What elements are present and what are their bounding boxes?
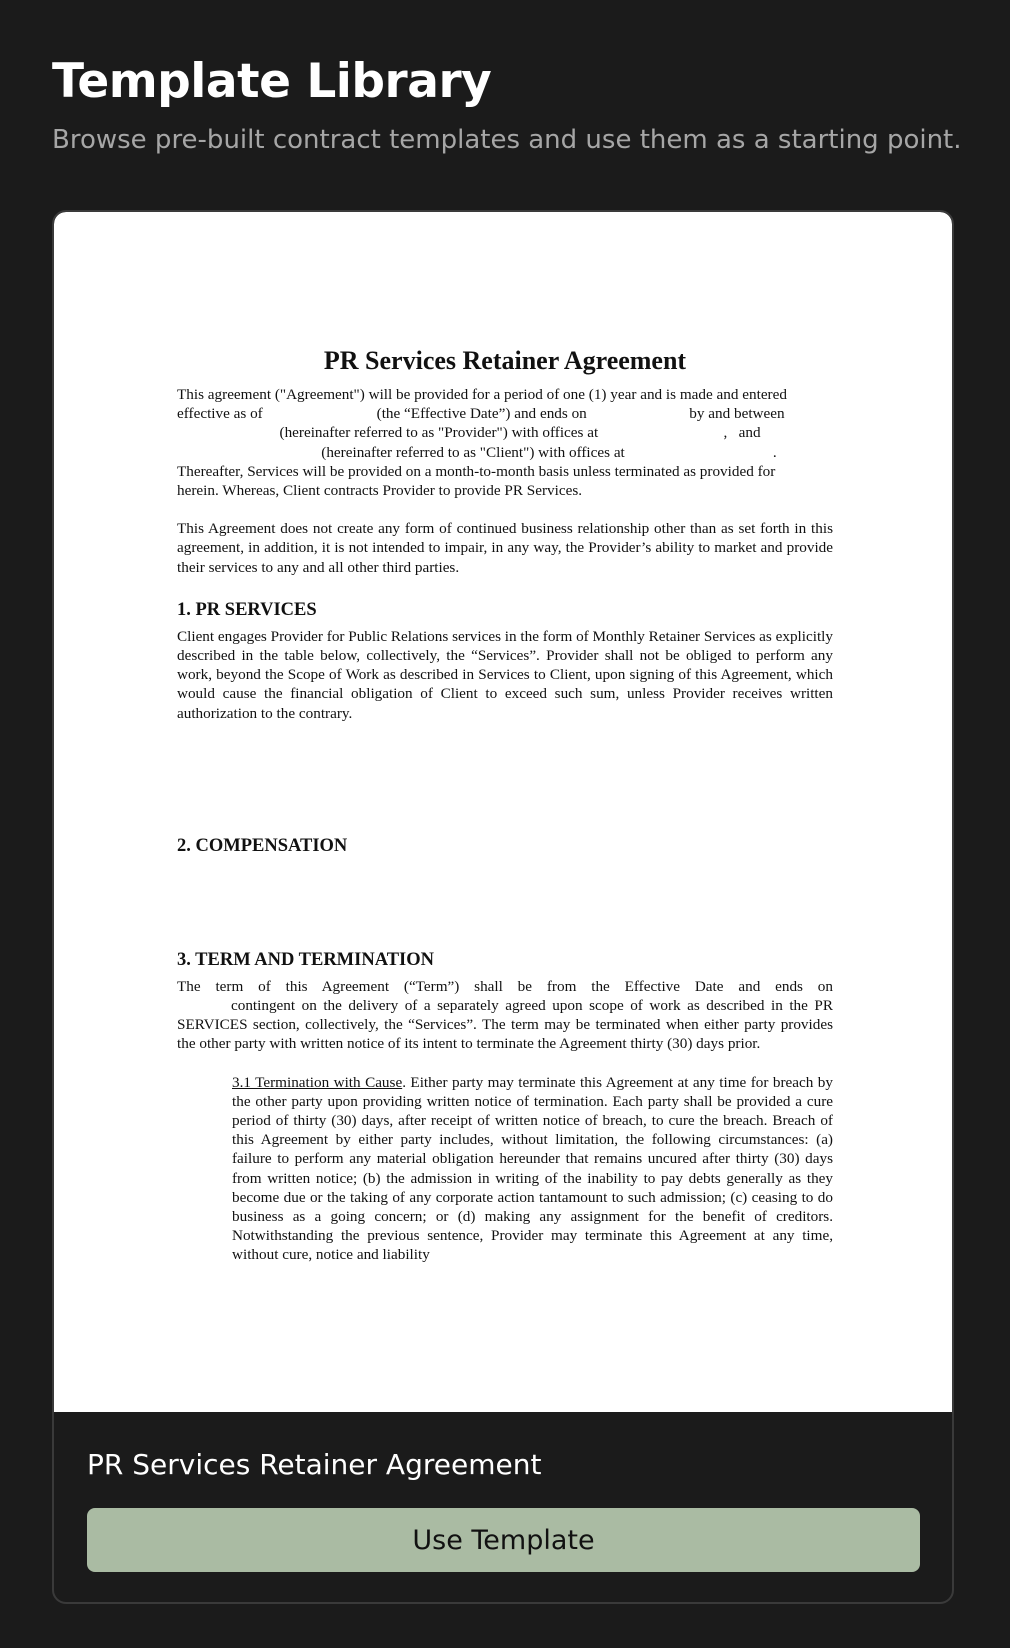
template-name: PR Services Retainer Agreement (87, 1448, 542, 1481)
page-title: Template Library (52, 54, 492, 109)
clause-3-1 (232, 1073, 833, 1265)
document-preview[interactable] (54, 212, 952, 1412)
section-3-first-line: The term of this Agreement (“Term”) shall be from the Effective Date and ends on (177, 977, 833, 995)
section-2-heading: 2. COMPENSATION (177, 835, 348, 856)
template-card[interactable] (52, 210, 954, 1604)
intro-line: (hereinafter referred to as "Client") with offices at . (177, 443, 777, 461)
intro-paragraph (177, 385, 833, 500)
use-template-button[interactable]: Use Template (87, 1508, 920, 1572)
intro-line: This agreement ("Agreement") will be provided for a period of one (1) year and is made and entered (177, 386, 787, 403)
intro-line: Thereafter, Services will be provided on a month-to-month basis unless terminated as provided for (177, 462, 776, 480)
intro-line: (hereinafter referred to as "Provider") with offices at , and (177, 424, 761, 442)
document-page (177, 346, 833, 1265)
document-title: PR Services Retainer Agreement (323, 346, 687, 375)
section-1-heading: 1. PR SERVICES (177, 599, 317, 620)
clause-3-1-title: 3.1 Termination with Cause (232, 1073, 403, 1091)
relationship-paragraph: This Agreement does not create any form of continued business relationship other than as set forth in this agreement, in addition, it is not intended to impair, in any way, the Provider’s ability to market and provide their services to any and all other third parties. (177, 520, 833, 576)
section-3-body: contingent on the delivery of a separately agreed upon scope of work as described in the PR SERVICES section, collectively, the “Services”. The term may be terminated when either party provides the other party with written notice of its intent to terminate the Agreement thirty (30) days prior. (177, 997, 833, 1053)
intro-line: effective as of (the “Effective Date”) and ends on by and between (177, 405, 785, 423)
section-3-heading: 3. TERM AND TERMINATION (177, 949, 434, 970)
intro-line: herein. Whereas, Client contracts Provider to provide PR Services. (177, 482, 583, 500)
section-3-text (177, 977, 833, 1054)
section-1-text: Client engages Provider for Public Relations services in the form of Monthly Retainer Services as explicitly described in the table below, collectively, the “Services”. Provider shall not be obliged to perform any work, beyond the Scope of Work as described in Services to Client, upon signing of this Agreement, which would cause the financial obligation of Client to exceed such sum, unless Provider receives written authorization to the contrary. (177, 627, 833, 722)
page-subtitle: Browse pre-built contract templates and use them as a starting point. (52, 125, 962, 155)
clause-3-1-text: . Either party may terminate this Agreement at any time for breach by the other party upon providing written notice of termination. Each party shall be provided a cure period of thirty (30) days, after receipt of written notice of breach, to cure the breach. Breach of this Agreement by either party includes, without limitation, the following circumstances: (a) failure to perform any material obligation hereunder that remains uncured after thirty (30) days from written notice; (b) the admission in writing of the inability to pay debts generally as they become due or the taking of any corporate action tantamount to such admission; (c) ceasing to do business as a going concern; or (d) making any assignment for the benefit of creditors. Notwithstanding the previous sentence, Provider may terminate this Agreement at any time, without cure, notice and liability (232, 1073, 833, 1264)
